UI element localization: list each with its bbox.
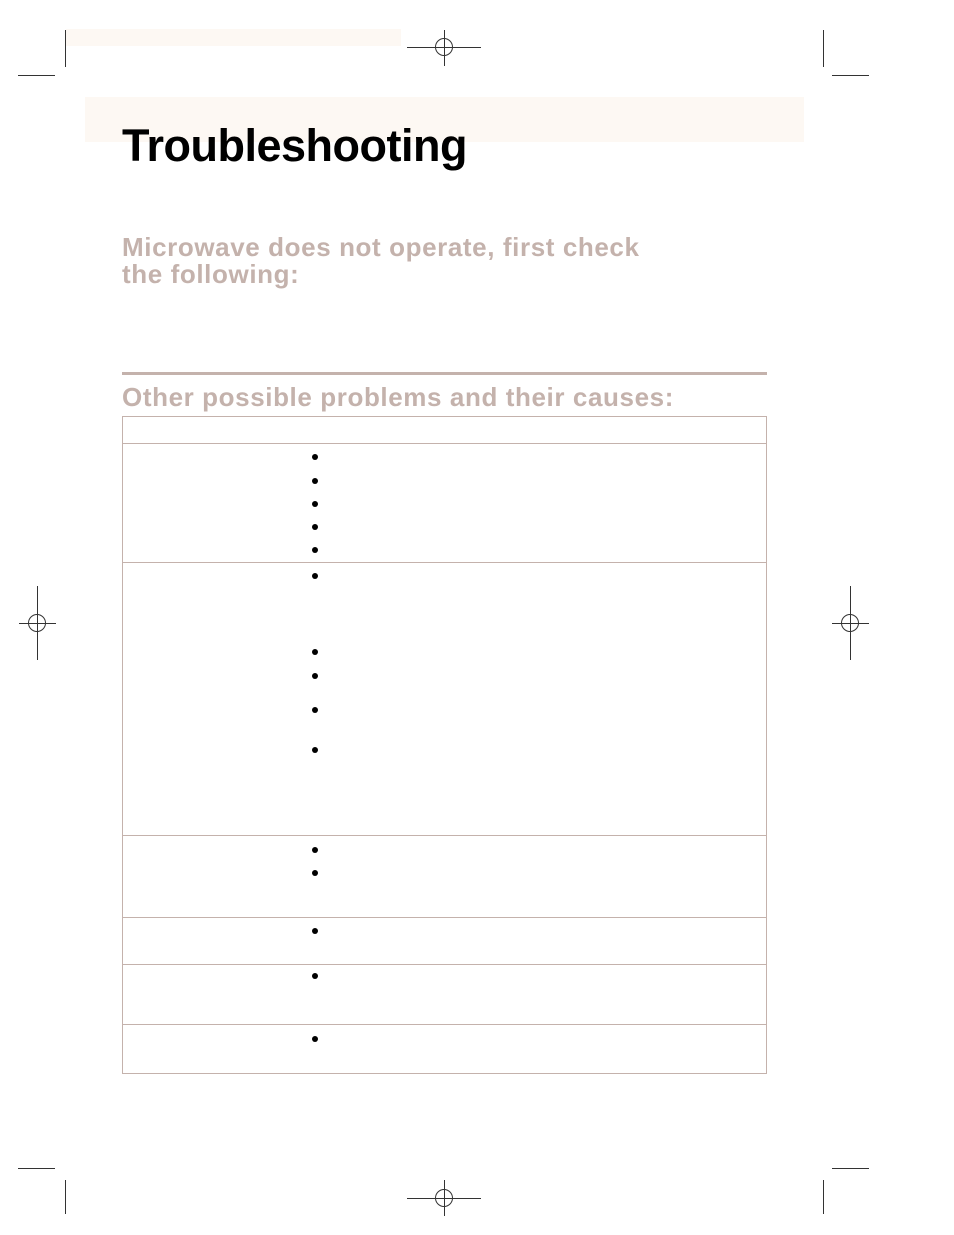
bullet-marker (312, 673, 318, 679)
table-row-divider (123, 562, 766, 563)
registration-mark (435, 38, 453, 56)
table-header-divider (123, 443, 766, 444)
bullet-marker (312, 870, 318, 876)
crop-mark (832, 75, 869, 76)
table-row-divider (123, 917, 766, 918)
crop-mark (18, 75, 55, 76)
problems-table (122, 416, 767, 1074)
table-row-divider (123, 1024, 766, 1025)
bullet-marker (312, 454, 318, 460)
section-heading-first-check (122, 234, 640, 288)
crop-mark (65, 1180, 66, 1214)
bullet-marker (312, 747, 318, 753)
page-title: Troubleshooting (122, 120, 467, 171)
bullet-marker (312, 847, 318, 853)
crop-mark (832, 1168, 869, 1169)
bullet-marker (312, 478, 318, 484)
bullet-marker (312, 707, 318, 713)
registration-mark (435, 1189, 453, 1207)
section-heading-line: Microwave does not operate, first check (122, 232, 640, 262)
crop-mark (823, 30, 824, 67)
bullet-marker (312, 973, 318, 979)
section-divider (122, 372, 767, 375)
crop-mark (18, 1168, 55, 1169)
bullet-marker (312, 649, 318, 655)
header-tint-band (66, 29, 401, 46)
bullet-marker (312, 1036, 318, 1042)
bullet-marker (312, 928, 318, 934)
crop-mark (823, 1180, 824, 1214)
section-heading-other-problems: Other possible problems and their causes: (122, 382, 674, 412)
registration-mark (841, 614, 859, 632)
table-row-divider (123, 835, 766, 836)
bullet-marker (312, 501, 318, 507)
bullet-marker (312, 524, 318, 530)
section-heading-line: the following: (122, 259, 300, 289)
bullet-marker (312, 547, 318, 553)
registration-mark (28, 614, 46, 632)
table-row-divider (123, 964, 766, 965)
bullet-marker (312, 573, 318, 579)
